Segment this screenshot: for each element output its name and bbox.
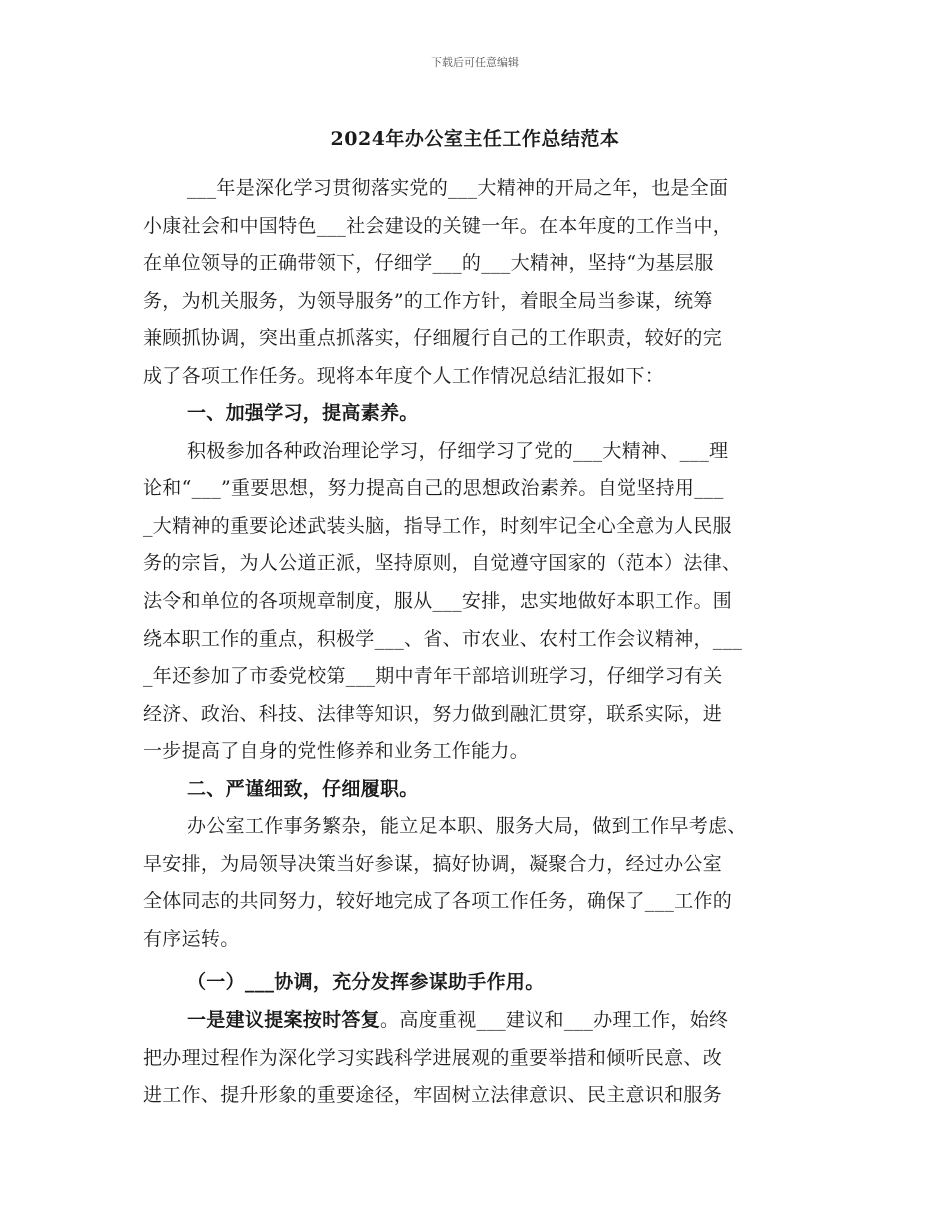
body-line: _大精神的重要论述武装头脑，指导工作，时刻牢记全心全意为人民服 bbox=[143, 514, 732, 537]
intro-line: 小康社会和中国特色___社会建设的关键一年。在本年度的工作当中， bbox=[143, 214, 733, 237]
body-line: 经济、政治、科技、法律等知识，努力做到融汇贯穿，联系实际，进 bbox=[143, 702, 723, 725]
body-line: 务的宗旨，为人公道正派，坚持原则，自觉遵守国家的（范本）法律、 bbox=[143, 552, 742, 575]
body-line: 绕本职工作的重点，积极学___、省、市农业、农村工作会议精神，___ bbox=[143, 627, 743, 650]
body-line: 一步提高了自身的党性修养和业务工作能力。 bbox=[143, 740, 530, 763]
intro-line: 成了各项工作任务。现将本年度个人工作情况总结汇报如下： bbox=[143, 364, 665, 387]
lead-bold-text: 一是建议提案按时答复 bbox=[187, 1009, 381, 1032]
body-line: 有序运转。 bbox=[143, 927, 240, 950]
body-line: 进工作、提升形象的重要途径，牢固树立法律意识、民主意识和服务 bbox=[143, 1084, 723, 1107]
body-line: 论和“___”重要思想，努力提高自己的思想政治素养。自觉坚持用___ bbox=[143, 477, 724, 500]
body-line: _年还参加了市委党校第___期中青年干部培训班学习，仔细学习有关 bbox=[143, 665, 723, 688]
body-line: 早安排，为局领导决策当好参谋，搞好协调，凝聚合力，经过办公室 bbox=[143, 852, 723, 875]
body-line bbox=[143, 1002, 823, 1040]
body-line: 办公室工作事务繁杂，能立足本职、服务大局，做到工作早考虑、 bbox=[187, 815, 747, 838]
document-title: 2024年办公室主任工作总结范本 bbox=[330, 128, 620, 150]
body-line: 把办理过程作为深化学习实践科学进展观的重要举措和倾听民意、改 bbox=[143, 1046, 723, 1069]
subsection-heading: （一）___协调，充分发挥参谋助手作用。 bbox=[187, 971, 545, 994]
intro-line: 务，为机关服务，为领导服务”的工作方针，着眼全局当参谋，统筹 bbox=[143, 289, 713, 312]
body-line: 积极参加各种政治理论学习，仔细学习了党的___大精神、___理 bbox=[187, 439, 729, 462]
lead-rest-text: 。高度重视___建议和___办理工作，始终 bbox=[380, 1009, 729, 1032]
body-line: 法令和单位的各项规章制度，服从___安排，忠实地做好本职工作。围 bbox=[143, 590, 733, 613]
intro-line: 在单位领导的正确带领下，仔细学___的___大精神，坚持“为基层服 bbox=[143, 252, 714, 275]
section-heading: 一、加强学习，提高素养。 bbox=[187, 402, 419, 425]
section-heading: 二、严谨细致，仔细履职。 bbox=[187, 777, 419, 800]
body-line: 全体同志的共同努力，较好地完成了各项工作任务，确保了___工作的 bbox=[143, 890, 733, 913]
header-note: 下载后可任意编辑 bbox=[431, 56, 519, 69]
document-body bbox=[143, 170, 823, 1115]
intro-line: ___年是深化学习贯彻落实党的___大精神的开局之年，也是全面 bbox=[187, 177, 729, 199]
intro-line: 兼顾抓协调，突出重点抓落实，仔细履行自己的工作职责，较好的完 bbox=[143, 327, 723, 350]
